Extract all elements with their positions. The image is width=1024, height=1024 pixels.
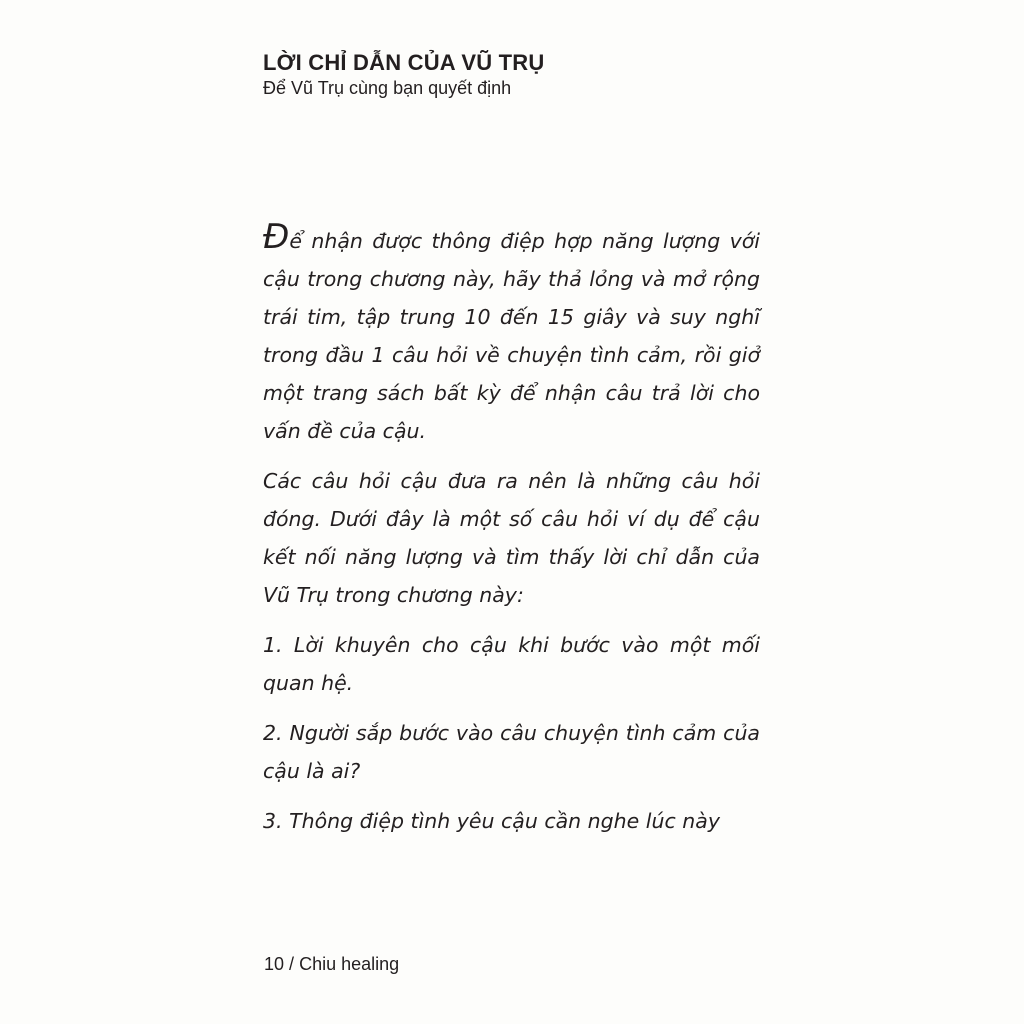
footer-separator: / bbox=[289, 954, 295, 974]
page-number: 10 bbox=[264, 954, 285, 974]
drop-cap: Đ bbox=[263, 217, 290, 257]
page-body bbox=[263, 217, 760, 852]
running-title: Chiu healing bbox=[299, 954, 400, 974]
instruction-paragraph: Các câu hỏi cậu đưa ra nên là những câu hỏi đóng. Dưới đây là một số câu hỏi ví dụ để cậu kết nối năng lượng và tìm thấy lời chỉ dẫn của Vũ Trụ trong chương này: bbox=[263, 469, 760, 607]
intro-text: ể nhận được thông điệp hợp năng lượng với cậu trong chương này, hãy thả lỏng và mở rộng trái tim, tập trung 10 đến 15 giây và suy nghĩ trong đầu 1 câu hỏi về chuyện tình cảm, rồi giở một trang sách bất kỳ để nhận câu trả lời cho vấn đề của cậu. bbox=[263, 229, 760, 443]
page-footer bbox=[264, 952, 399, 976]
chapter-title: LỜI CHỈ DẪN CỦA VŨ TRỤ bbox=[263, 50, 545, 75]
chapter-header bbox=[263, 50, 544, 100]
intro-paragraph bbox=[263, 217, 760, 450]
question-item-3: 3. Thông điệp tình yêu cậu cần nghe lúc này bbox=[263, 809, 720, 833]
chapter-subtitle: Để Vũ Trụ cùng bạn quyết định bbox=[263, 78, 512, 98]
question-item-1: 1. Lời khuyên cho cậu khi bước vào một mối quan hệ. bbox=[263, 633, 760, 695]
question-item-2: 2. Người sắp bước vào câu chuyện tình cảm của cậu là ai? bbox=[263, 721, 760, 783]
